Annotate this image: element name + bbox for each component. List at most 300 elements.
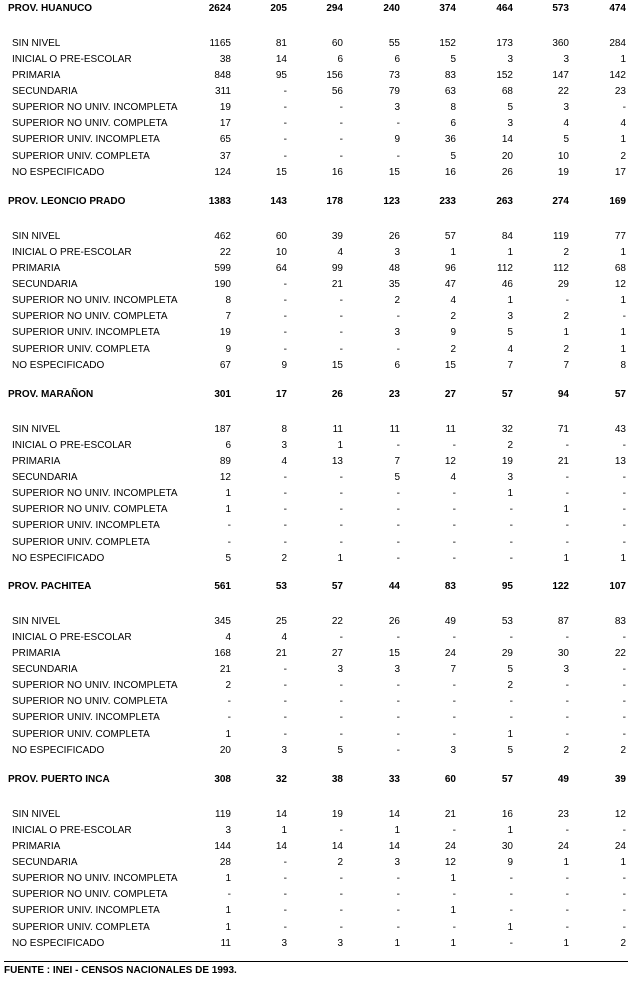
value-cell: 47 (444, 279, 456, 290)
education-level-label: SUPERIOR UNIV. INCOMPLETA (12, 905, 160, 916)
value-cell: 5 (507, 664, 513, 675)
value-cell: - (622, 873, 626, 884)
province-total-cell: 169 (609, 196, 626, 207)
value-cell: - (509, 712, 513, 723)
value-cell: - (509, 537, 513, 548)
value-cell: 15 (388, 648, 400, 659)
value-cell: 87 (557, 616, 569, 627)
value-cell: - (509, 504, 513, 515)
value-cell: 1 (620, 134, 626, 145)
education-level-label: SUPERIOR UNIV. COMPLETA (12, 344, 150, 355)
table-row (0, 149, 629, 165)
province-header-row (0, 579, 629, 595)
value-cell: 2 (281, 553, 287, 564)
table-row (0, 116, 629, 132)
value-cell: 24 (444, 648, 456, 659)
value-cell: 9 (450, 327, 456, 338)
value-cell: 19 (331, 809, 343, 820)
value-cell: 2 (563, 247, 569, 258)
education-level-label: SECUNDARIA (12, 279, 78, 290)
education-level-label: SIN NIVEL (12, 38, 61, 49)
value-cell: 14 (275, 841, 287, 852)
table-row (0, 694, 629, 710)
table-row (0, 342, 629, 358)
education-level-label: PRIMARIA (12, 648, 61, 659)
province-name: PROV. PACHITEA (8, 581, 92, 592)
value-cell: 13 (331, 456, 343, 467)
value-cell: 1 (225, 729, 231, 740)
value-cell: 1 (563, 857, 569, 868)
value-cell: 1 (394, 825, 400, 836)
value-cell: - (339, 118, 343, 129)
education-level-label: NO ESPECIFICADO (12, 553, 105, 564)
table-row (0, 614, 629, 630)
province-total-cell: 60 (444, 774, 456, 785)
value-cell: 11 (389, 424, 400, 435)
value-cell: - (565, 905, 569, 916)
value-cell: 1 (450, 873, 456, 884)
province-total-cell: 44 (388, 581, 400, 592)
value-cell: 14 (388, 841, 400, 852)
value-cell: 83 (614, 616, 626, 627)
value-cell: - (622, 712, 626, 723)
value-cell: - (396, 311, 400, 322)
value-cell: 3 (507, 472, 513, 483)
value-cell: 46 (501, 279, 513, 290)
value-cell: 5 (507, 327, 513, 338)
value-cell: 2 (450, 311, 456, 322)
value-cell: 25 (275, 616, 287, 627)
value-cell: - (396, 873, 400, 884)
value-cell: 5 (450, 54, 456, 65)
value-cell: - (283, 151, 287, 162)
education-level-label: SECUNDARIA (12, 664, 78, 675)
value-cell: - (565, 472, 569, 483)
education-level-label: SUPERIOR NO UNIV. COMPLETA (12, 118, 168, 129)
value-cell: - (396, 537, 400, 548)
value-cell: - (396, 440, 400, 451)
value-cell: 67 (219, 360, 231, 371)
province-total-cell: 123 (383, 196, 400, 207)
value-cell: 36 (444, 134, 456, 145)
value-cell: 187 (214, 424, 231, 435)
education-level-label: INICIAL O PRE-ESCOLAR (12, 825, 132, 836)
value-cell: 81 (275, 38, 287, 49)
value-cell: - (339, 151, 343, 162)
value-cell: 21 (557, 456, 569, 467)
value-cell: - (283, 118, 287, 129)
education-level-label: SUPERIOR UNIV. COMPLETA (12, 537, 150, 548)
value-cell: 30 (501, 841, 513, 852)
education-level-label: SECUNDARIA (12, 86, 78, 97)
province-total-cell: 561 (214, 581, 231, 592)
value-cell: 4 (281, 456, 287, 467)
value-cell: 1 (337, 553, 343, 564)
value-cell: - (565, 889, 569, 900)
table-row (0, 920, 629, 936)
value-cell: 1 (225, 905, 231, 916)
value-cell: 1 (563, 938, 569, 949)
province-total-cell: 57 (614, 389, 626, 400)
value-cell: - (565, 696, 569, 707)
value-cell: 14 (275, 809, 287, 820)
value-cell: 3 (507, 311, 513, 322)
education-level-label: SUPERIOR NO UNIV. INCOMPLETA (12, 488, 178, 499)
value-cell: - (565, 520, 569, 531)
value-cell: 5 (337, 745, 343, 756)
education-level-label: INICIAL O PRE-ESCOLAR (12, 632, 132, 643)
value-cell: - (622, 680, 626, 691)
value-cell: - (396, 712, 400, 723)
value-cell: 6 (450, 118, 456, 129)
value-cell: - (622, 922, 626, 933)
value-cell: 2 (225, 680, 231, 691)
value-cell: 2 (507, 680, 513, 691)
value-cell: 21 (219, 664, 231, 675)
value-cell: 4 (620, 118, 626, 129)
value-cell: 3 (394, 857, 400, 868)
value-cell: 1 (225, 504, 231, 515)
education-level-label: SUPERIOR NO UNIV. COMPLETA (12, 504, 168, 515)
education-level-label: NO ESPECIFICADO (12, 938, 105, 949)
value-cell: 7 (450, 664, 456, 675)
province-total-cell: 94 (557, 389, 569, 400)
table-row (0, 807, 629, 823)
value-cell: - (339, 696, 343, 707)
table-row (0, 470, 629, 486)
value-cell: - (509, 938, 513, 949)
value-cell: 3 (337, 938, 343, 949)
value-cell: 156 (326, 70, 343, 81)
value-cell: 1 (620, 857, 626, 868)
value-cell: - (452, 696, 456, 707)
value-cell: 60 (275, 231, 287, 242)
province-total-cell: 107 (609, 581, 626, 592)
value-cell: - (339, 520, 343, 531)
value-cell: 57 (444, 231, 456, 242)
value-cell: 7 (507, 360, 513, 371)
value-cell: 4 (450, 295, 456, 306)
value-cell: - (565, 712, 569, 723)
value-cell: - (396, 889, 400, 900)
value-cell: - (452, 520, 456, 531)
table-row (0, 438, 629, 454)
province-header-row (0, 1, 629, 17)
education-level-label: SUPERIOR UNIV. INCOMPLETA (12, 134, 160, 145)
province-total-cell: 53 (275, 581, 287, 592)
value-cell: 1 (620, 247, 626, 258)
table-row (0, 100, 629, 116)
value-cell: - (339, 504, 343, 515)
education-level-label: SIN NIVEL (12, 231, 61, 242)
value-cell: 23 (557, 809, 569, 820)
education-level-label: INICIAL O PRE-ESCOLAR (12, 54, 132, 65)
value-cell: - (396, 344, 400, 355)
value-cell: - (283, 537, 287, 548)
education-level-label: SIN NIVEL (12, 809, 61, 820)
value-cell: 3 (225, 825, 231, 836)
value-cell: 32 (501, 424, 513, 435)
value-cell: - (396, 504, 400, 515)
value-cell: 26 (388, 616, 400, 627)
value-cell: - (565, 632, 569, 643)
value-cell: 19 (219, 102, 231, 113)
value-cell: - (452, 889, 456, 900)
value-cell: 22 (614, 648, 626, 659)
value-cell: 89 (219, 456, 231, 467)
education-level-label: SUPERIOR UNIV. INCOMPLETA (12, 327, 160, 338)
value-cell: 6 (394, 54, 400, 65)
value-cell: 64 (275, 263, 287, 274)
value-cell: - (283, 134, 287, 145)
table-row (0, 903, 629, 919)
education-level-label: PRIMARIA (12, 70, 61, 81)
value-cell: 9 (394, 134, 400, 145)
value-cell: 1 (337, 440, 343, 451)
province-total-cell: 38 (331, 774, 343, 785)
table-row (0, 710, 629, 726)
table-row (0, 630, 629, 646)
value-cell: 1 (450, 938, 456, 949)
value-cell: 6 (225, 440, 231, 451)
value-cell: 8 (620, 360, 626, 371)
value-cell: - (396, 151, 400, 162)
value-cell: - (565, 537, 569, 548)
value-cell: 3 (281, 745, 287, 756)
value-cell: 1 (507, 247, 513, 258)
province-total-cell: 27 (444, 389, 456, 400)
value-cell: 96 (444, 263, 456, 274)
province-header-row (0, 772, 629, 788)
value-cell: 1 (507, 488, 513, 499)
value-cell: - (622, 488, 626, 499)
value-cell: 55 (388, 38, 400, 49)
value-cell: - (283, 712, 287, 723)
table-row (0, 84, 629, 100)
value-cell: 2 (563, 344, 569, 355)
province-total-cell: 26 (331, 389, 343, 400)
value-cell: 2 (507, 440, 513, 451)
value-cell: - (283, 472, 287, 483)
value-cell: 152 (496, 70, 513, 81)
value-cell: 23 (614, 86, 626, 97)
value-cell: 39 (331, 231, 343, 242)
value-cell: 14 (331, 841, 343, 852)
value-cell: 1 (507, 922, 513, 933)
value-cell: 1 (450, 905, 456, 916)
value-cell: - (452, 553, 456, 564)
value-cell: 26 (388, 231, 400, 242)
education-level-label: SUPERIOR NO UNIV. INCOMPLETA (12, 873, 178, 884)
value-cell: 35 (388, 279, 400, 290)
table-row (0, 36, 629, 52)
table-row (0, 261, 629, 277)
province-total-cell: 57 (331, 581, 343, 592)
value-cell: 119 (215, 809, 231, 820)
value-cell: 16 (331, 167, 343, 178)
education-level-label: SUPERIOR UNIV. INCOMPLETA (12, 712, 160, 723)
value-cell: 112 (553, 263, 569, 274)
province-total-cell: 308 (214, 774, 231, 785)
value-cell: - (283, 504, 287, 515)
value-cell: 4 (563, 118, 569, 129)
province-total-cell: 49 (557, 774, 569, 785)
value-cell: - (339, 537, 343, 548)
education-level-label: SUPERIOR NO UNIV. INCOMPLETA (12, 295, 178, 306)
value-cell: 77 (614, 231, 626, 242)
value-cell: 63 (444, 86, 456, 97)
value-cell: 79 (388, 86, 400, 97)
province-total-cell: 274 (552, 196, 569, 207)
value-cell: - (565, 873, 569, 884)
value-cell: 5 (507, 745, 513, 756)
province-name: PROV. HUANUCO (8, 3, 93, 14)
table-row (0, 887, 629, 903)
province-total-cell: 240 (383, 3, 400, 14)
value-cell: - (622, 537, 626, 548)
value-cell: - (509, 632, 513, 643)
province-total-cell: 33 (388, 774, 400, 785)
table-row (0, 518, 629, 534)
education-level-label: SUPERIOR NO UNIV. INCOMPLETA (12, 680, 178, 691)
education-level-label: PRIMARIA (12, 456, 61, 467)
value-cell: 7 (394, 456, 400, 467)
value-cell: - (396, 680, 400, 691)
value-cell: 84 (501, 231, 513, 242)
value-cell: 68 (501, 86, 513, 97)
table-row (0, 486, 629, 502)
education-level-label: SUPERIOR UNIV. COMPLETA (12, 151, 150, 162)
table-row (0, 165, 629, 181)
value-cell: 10 (557, 151, 569, 162)
value-cell: 14 (501, 134, 513, 145)
value-cell: 13 (614, 456, 626, 467)
value-cell: 7 (225, 311, 231, 322)
province-total-cell: 464 (496, 3, 513, 14)
value-cell: - (509, 889, 513, 900)
value-cell: 4 (507, 344, 513, 355)
value-cell: 124 (214, 167, 231, 178)
education-level-label: INICIAL O PRE-ESCOLAR (12, 247, 132, 258)
value-cell: 5 (394, 472, 400, 483)
table-row (0, 678, 629, 694)
value-cell: - (339, 922, 343, 933)
value-cell: 12 (614, 809, 626, 820)
value-cell: - (339, 311, 343, 322)
province-total-cell: 573 (552, 3, 569, 14)
value-cell: 56 (331, 86, 343, 97)
value-cell: - (283, 873, 287, 884)
value-cell: - (339, 680, 343, 691)
value-cell: 1 (225, 873, 231, 884)
table-row (0, 245, 629, 261)
table-row (0, 52, 629, 68)
value-cell: 95 (275, 70, 287, 81)
education-level-label: SUPERIOR UNIV. COMPLETA (12, 922, 150, 933)
value-cell: - (283, 696, 287, 707)
province-total-cell: 205 (270, 3, 287, 14)
province-total-cell: 122 (552, 581, 569, 592)
value-cell: 8 (281, 424, 287, 435)
education-level-label: SUPERIOR NO UNIV. INCOMPLETA (12, 102, 178, 113)
value-cell: 11 (220, 938, 231, 949)
value-cell: 2 (394, 295, 400, 306)
province-total-cell: 178 (326, 196, 343, 207)
value-cell: 3 (281, 440, 287, 451)
value-cell: - (396, 905, 400, 916)
value-cell: 37 (219, 151, 231, 162)
value-cell: 29 (557, 279, 569, 290)
value-cell: 1 (563, 553, 569, 564)
value-cell: 5 (450, 151, 456, 162)
table-row (0, 871, 629, 887)
education-level-label: NO ESPECIFICADO (12, 745, 105, 756)
value-cell: 9 (507, 857, 513, 868)
table-row (0, 277, 629, 293)
value-cell: 848 (214, 70, 231, 81)
education-level-label: SUPERIOR NO UNIV. COMPLETA (12, 889, 168, 900)
value-cell: 14 (275, 54, 287, 65)
value-cell: 112 (497, 263, 513, 274)
education-level-label: NO ESPECIFICADO (12, 167, 105, 178)
value-cell: 3 (563, 54, 569, 65)
education-level-label: SIN NIVEL (12, 616, 61, 627)
value-cell: 22 (557, 86, 569, 97)
value-cell: - (509, 520, 513, 531)
value-cell: 26 (501, 167, 513, 178)
source-footnote: FUENTE : INEI - CENSOS NACIONALES DE 1993. (4, 965, 237, 976)
value-cell: 1 (225, 488, 231, 499)
value-cell: - (283, 729, 287, 740)
value-cell: - (396, 696, 400, 707)
table-row (0, 132, 629, 148)
value-cell: - (283, 311, 287, 322)
table-row (0, 358, 629, 374)
table-row (0, 422, 629, 438)
value-cell: - (396, 632, 400, 643)
value-cell: - (396, 553, 400, 564)
value-cell: 22 (331, 616, 343, 627)
value-cell: - (283, 102, 287, 113)
value-cell: - (565, 922, 569, 933)
province-total-cell: 374 (439, 3, 456, 14)
value-cell: - (339, 488, 343, 499)
value-cell: - (283, 488, 287, 499)
value-cell: 12 (219, 472, 231, 483)
value-cell: - (283, 857, 287, 868)
value-cell: - (283, 905, 287, 916)
value-cell: - (339, 712, 343, 723)
value-cell: - (452, 537, 456, 548)
value-cell: - (283, 86, 287, 97)
province-total-cell: 1383 (208, 196, 231, 207)
value-cell: 10 (275, 247, 287, 258)
value-cell: 1 (620, 553, 626, 564)
value-cell: - (565, 729, 569, 740)
education-level-label: NO ESPECIFICADO (12, 360, 105, 371)
value-cell: 16 (501, 809, 513, 820)
table-row (0, 823, 629, 839)
value-cell: 9 (225, 344, 231, 355)
value-cell: - (227, 696, 231, 707)
value-cell: 4 (337, 247, 343, 258)
value-cell: 29 (501, 648, 513, 659)
value-cell: 1 (620, 344, 626, 355)
value-cell: - (452, 680, 456, 691)
value-cell: 83 (444, 70, 456, 81)
value-cell: 142 (609, 70, 626, 81)
value-cell: 1 (507, 825, 513, 836)
